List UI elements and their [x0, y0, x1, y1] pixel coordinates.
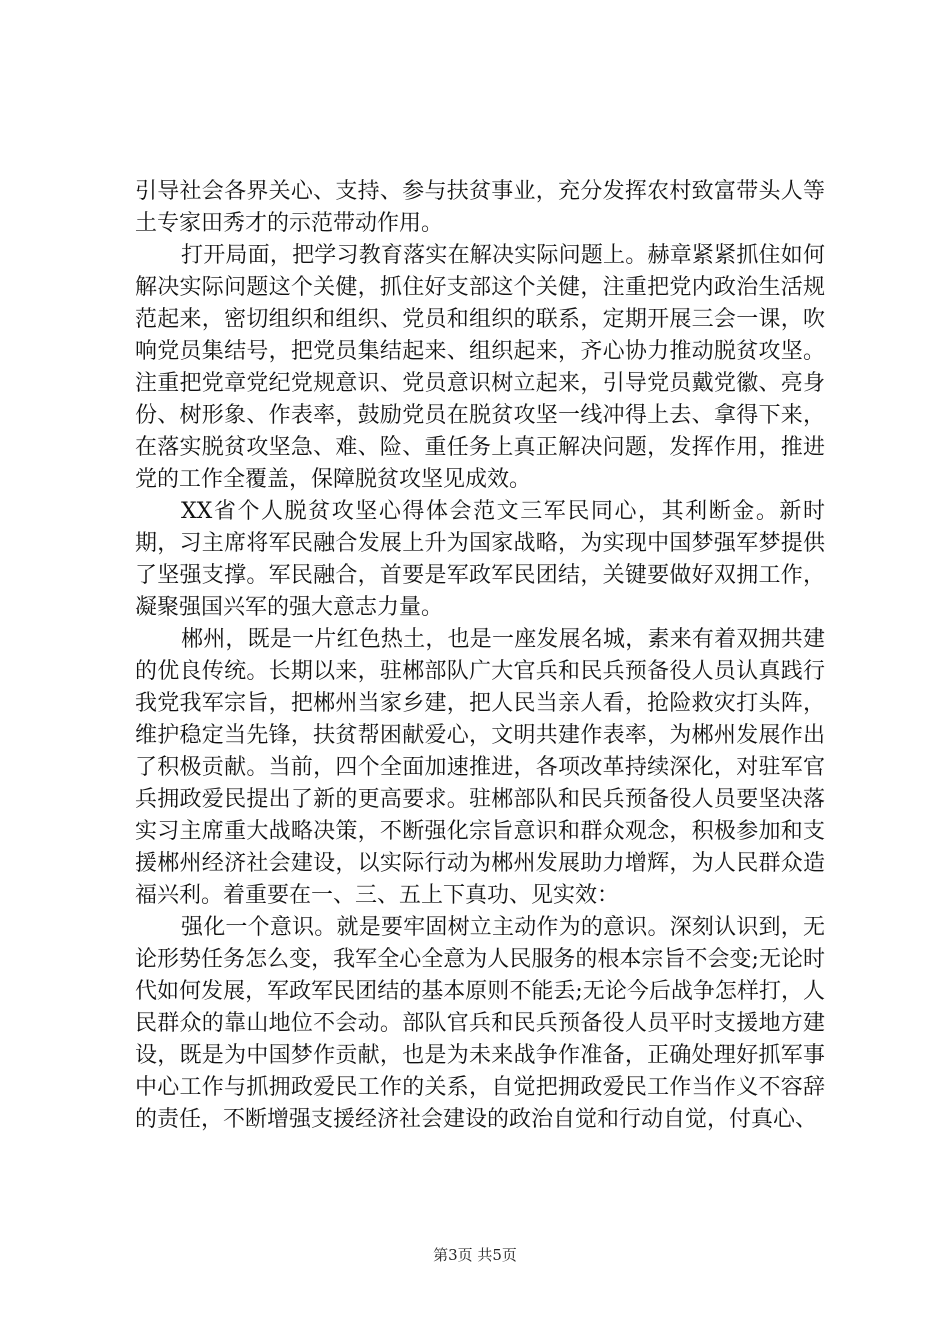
paragraph-1: 引导社会各界关心、支持、参与扶贫事业，充分发挥农村致富带头人等土专家田秀才的示范带动作用。	[135, 179, 825, 236]
paragraph-5: 强化一个意识。就是要牢固树立主动作为的意识。深刻认识到，无论形势任务怎么变，我军全心全意为人民服务的根本宗旨不会变;无论时代如何发展，军政军民团结的基本原则不能丢;无论今后战争怎样打，人民群众的靠山地位不会动。部队官兵和民兵预备役人员平时支援地方建设，既是为中国梦作贡献，也是为未来战争作准备，正确处理好抓军事中心工作与抓拥政爱民工作的关系，自觉把拥政爱民工作当作义不容辞的责任，不断增强支援经济社会建设的政治自觉和行动自觉，付真心、	[135, 915, 825, 1132]
paragraph-4: 郴州，既是一片红色热土，也是一座发展名城，素来有着双拥共建的优良传统。长期以来，驻郴部队广大官兵和民兵预备役人员认真践行我党我军宗旨，把郴州当家乡建，把人民当亲人看，抢险救灾打头阵，维护稳定当先锋，扶贫帮困献爱心，文明共建作表率，为郴州发展作出了积极贡献。当前，四个全面加速推进，各项改革持续深化，对驻军官兵拥政爱民提出了新的更高要求。驻郴部队和民兵预备役人员要坚决落实习主席重大战略决策，不断强化宗旨意识和群众观念，积极参加和支援郴州经济社会建设，以实际行动为郴州发展助力增辉，为人民群众造福兴利。着重要在一、三、五上下真功、见实效：	[135, 627, 825, 908]
page-footer: 第3页 共5页	[433, 1246, 517, 1264]
document-body	[135, 176, 825, 1136]
paragraph-2: 打开局面，把学习教育落实在解决实际问题上。赫章紧紧抓住如何解决实际问题这个关健，抓住好支部这个关健，注重把党内政治生活规范起来，密切组织和组织、党员和组织的联系，定期开展三会一课，吹响党员集结号，把党员集结起来、组织起来，齐心协力推动脱贫攻坚。注重把党章党纪党规意识、党员意识树立起来，引导党员戴党徽、亮身份、树形象、作表率，鼓励党员在脱贫攻坚一线冲得上去、拿得下来，在落实脱贫攻坚急、难、险、重任务上真正解决问题，发挥作用，推进党的工作全覆盖，保障脱贫攻坚见成效。	[135, 243, 825, 492]
paragraph-3: XX省个人脱贫攻坚心得体会范文三军民同心，其利断金。新时期，习主席将军民融合发展上升为国家战略，为实现中国梦强军梦提供了坚强支撑。军民融合，首要是军政军民团结，关键要做好双拥工作，凝聚强国兴军的强大意志力量。	[135, 499, 825, 620]
